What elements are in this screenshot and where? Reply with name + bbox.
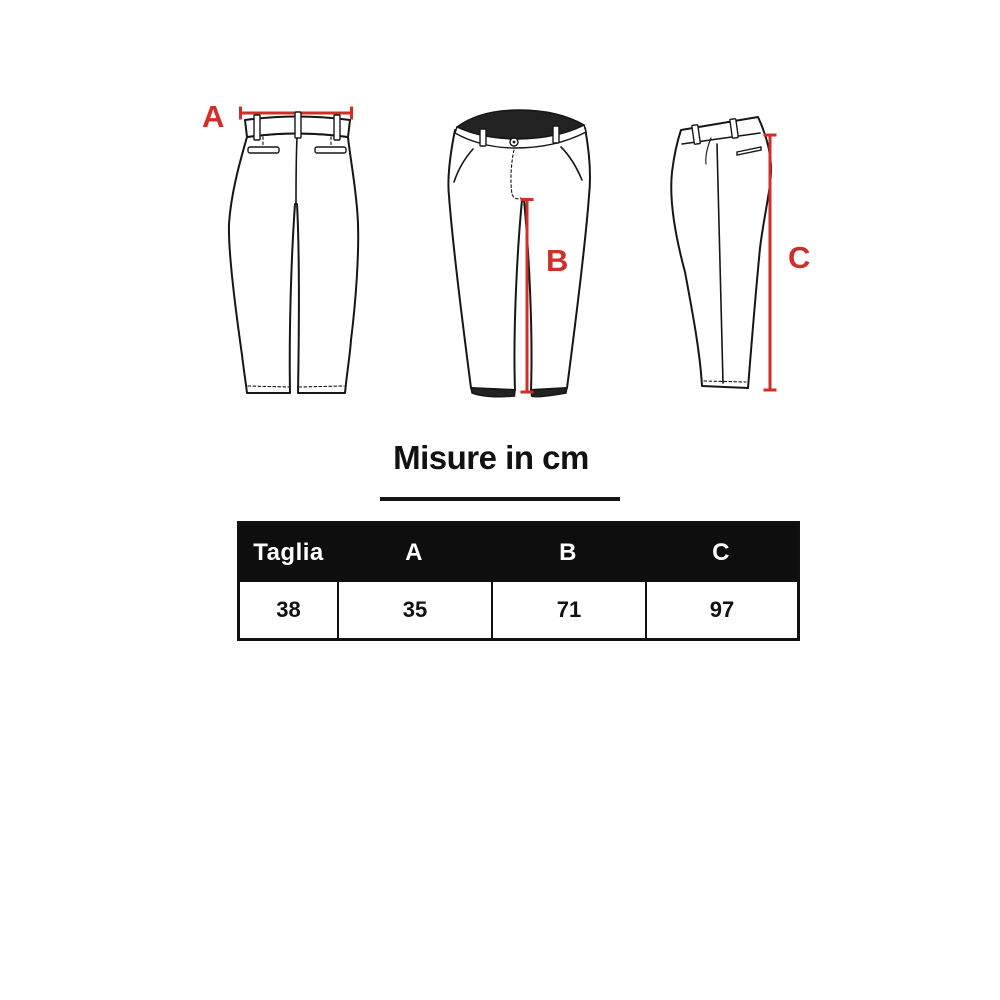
pants-back-body: [229, 134, 358, 394]
header-cell-taglia: Taglia: [253, 539, 324, 566]
cell-measure-b: 71: [491, 582, 645, 638]
pants-front-body: [448, 128, 590, 397]
belt-loop: [254, 115, 260, 140]
pants-front-view-drawing: [445, 100, 597, 400]
size-table: [237, 521, 800, 641]
belt-loop: [295, 112, 301, 138]
pants-back-view-figure: [215, 100, 367, 400]
pants-front-view-figure: [445, 100, 597, 400]
back-waistband: [245, 112, 350, 140]
measure-label-a: A: [202, 99, 225, 134]
header-cell-a: A: [405, 539, 423, 566]
title-underline: [380, 497, 620, 501]
cell-measure-c: 97: [645, 582, 797, 638]
measure-label-b: B: [546, 243, 569, 278]
cell-measure-a: 35: [337, 582, 491, 638]
header-cell-b: B: [559, 539, 577, 566]
belt-loop: [553, 126, 559, 143]
pants-side-body: [671, 117, 771, 388]
pants-back-view-drawing: [215, 100, 367, 400]
belt-loop: [334, 115, 340, 140]
cell-size: 38: [276, 597, 301, 622]
measure-label-c: C: [788, 240, 811, 275]
belt-loop: [480, 129, 486, 146]
size-table-data-row: [240, 582, 797, 638]
page-title: Misure in cm: [393, 439, 589, 476]
header-cell-c: C: [712, 539, 730, 566]
front-hem-opening: [471, 388, 515, 397]
size-table-header-row: [240, 524, 797, 582]
front-hem-opening: [531, 388, 567, 397]
